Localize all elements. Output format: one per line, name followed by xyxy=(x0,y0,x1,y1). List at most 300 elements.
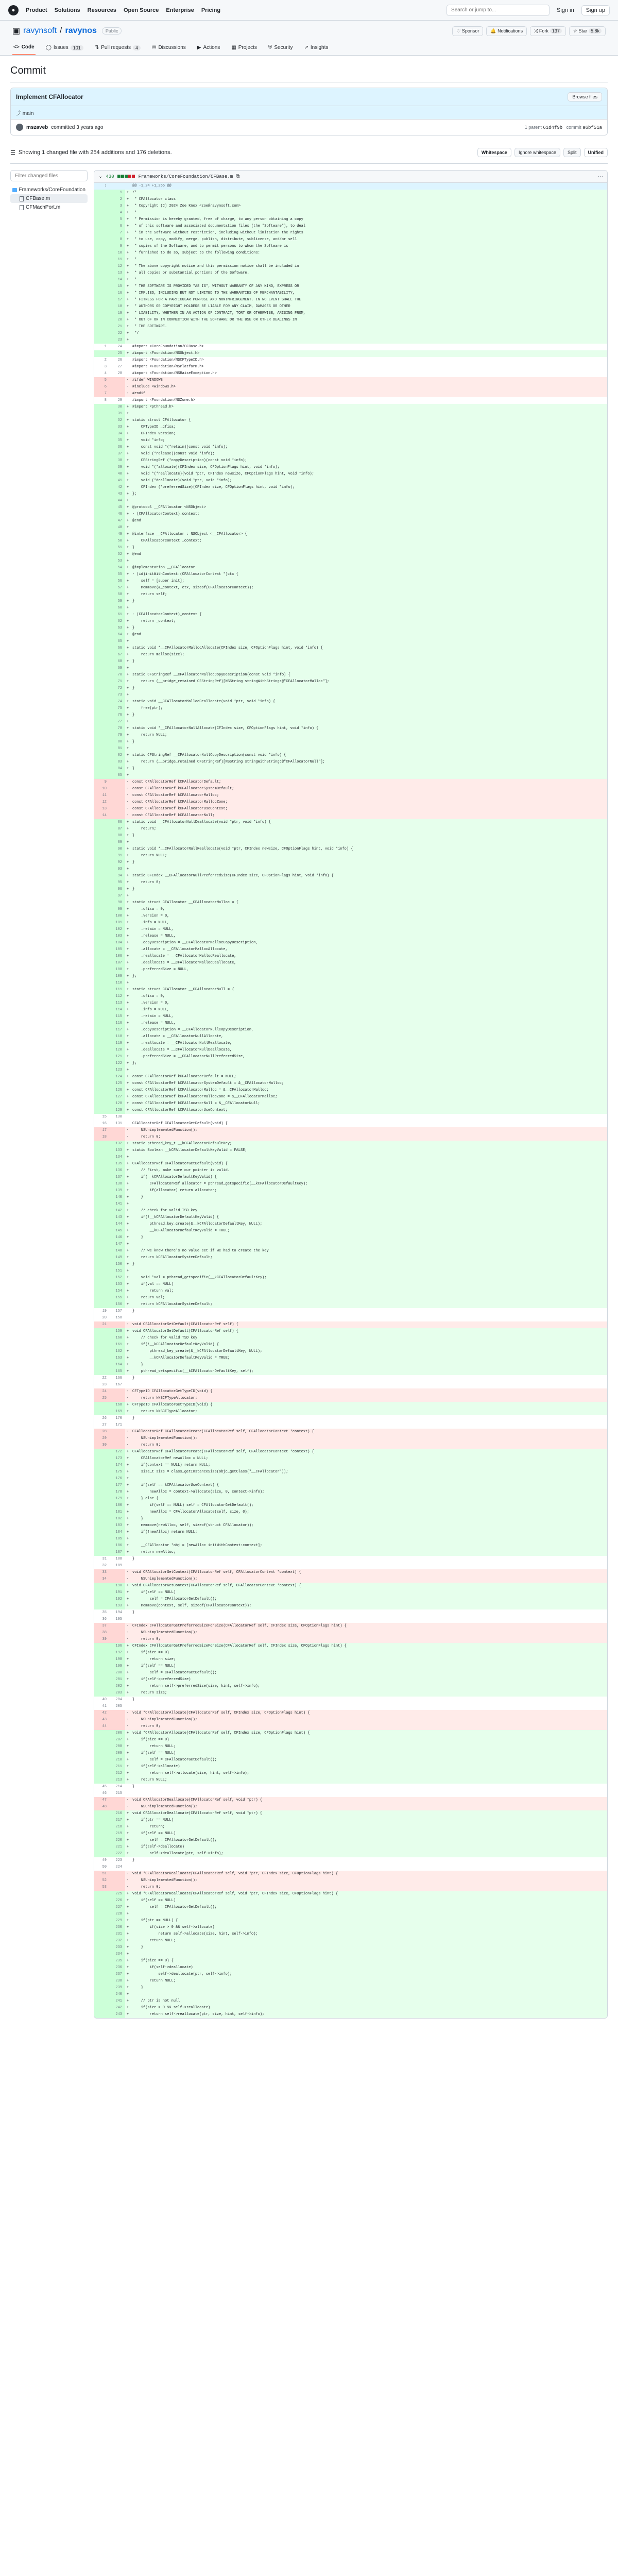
old-line-number[interactable]: 1 xyxy=(94,344,110,350)
old-line-number[interactable] xyxy=(94,879,110,886)
old-line-number[interactable] xyxy=(94,1837,110,1844)
old-line-number[interactable]: 53 xyxy=(94,1884,110,1891)
old-line-number[interactable] xyxy=(94,1469,110,1476)
old-line-number[interactable] xyxy=(94,759,110,766)
new-line-number[interactable]: 172 xyxy=(110,1449,125,1455)
old-line-number[interactable] xyxy=(94,1040,110,1047)
old-line-number[interactable] xyxy=(94,1824,110,1831)
new-line-number[interactable]: 24 xyxy=(110,344,125,350)
old-line-number[interactable] xyxy=(94,766,110,772)
old-line-number[interactable] xyxy=(94,732,110,739)
new-line-number[interactable]: 60 xyxy=(110,605,125,612)
old-line-number[interactable] xyxy=(94,330,110,337)
new-line-number[interactable]: 101 xyxy=(110,920,125,926)
old-line-number[interactable] xyxy=(94,551,110,558)
nav-pricing[interactable]: Pricing xyxy=(201,7,221,13)
new-line-number[interactable]: 237 xyxy=(110,1971,125,1978)
old-line-number[interactable] xyxy=(94,719,110,725)
nav-product[interactable]: Product xyxy=(26,7,47,13)
new-line-number[interactable]: 40 xyxy=(110,471,125,478)
new-line-number[interactable]: 48 xyxy=(110,524,125,531)
new-line-number[interactable]: 94 xyxy=(110,873,125,879)
old-line-number[interactable] xyxy=(94,1958,110,1964)
branch-name[interactable]: main xyxy=(22,111,34,116)
old-line-number[interactable] xyxy=(94,1087,110,1094)
new-line-number[interactable]: 236 xyxy=(110,1964,125,1971)
old-line-number[interactable] xyxy=(94,853,110,859)
new-line-number[interactable]: 118 xyxy=(110,1033,125,1040)
old-line-number[interactable] xyxy=(94,1174,110,1181)
old-line-number[interactable] xyxy=(94,230,110,236)
new-line-number[interactable]: 114 xyxy=(110,1007,125,1013)
old-line-number[interactable] xyxy=(94,317,110,324)
old-line-number[interactable] xyxy=(94,1489,110,1496)
new-line-number[interactable]: 57 xyxy=(110,585,125,591)
new-line-number[interactable]: 89 xyxy=(110,839,125,846)
new-line-number[interactable]: 53 xyxy=(110,558,125,565)
new-line-number[interactable]: 47 xyxy=(110,518,125,524)
new-line-number[interactable]: 70 xyxy=(110,672,125,679)
new-line-number[interactable] xyxy=(110,1797,125,1804)
old-line-number[interactable] xyxy=(94,920,110,926)
old-line-number[interactable] xyxy=(94,1455,110,1462)
new-line-number[interactable] xyxy=(110,1717,125,1723)
old-line-number[interactable] xyxy=(94,1020,110,1027)
kebab-menu-icon[interactable]: ··· xyxy=(598,174,603,179)
new-line-number[interactable]: 224 xyxy=(110,1864,125,1871)
old-line-number[interactable] xyxy=(94,578,110,585)
old-line-number[interactable] xyxy=(94,1502,110,1509)
old-line-number[interactable] xyxy=(94,1656,110,1663)
old-line-number[interactable] xyxy=(94,1228,110,1234)
new-line-number[interactable]: 159 xyxy=(110,1328,125,1335)
old-line-number[interactable] xyxy=(94,424,110,431)
old-line-number[interactable] xyxy=(94,598,110,605)
new-line-number[interactable]: 61 xyxy=(110,612,125,618)
old-line-number[interactable]: 11 xyxy=(94,792,110,799)
commit-author[interactable]: mszaveb xyxy=(26,124,48,130)
old-line-number[interactable] xyxy=(94,270,110,277)
new-line-number[interactable]: 127 xyxy=(110,1094,125,1100)
new-line-number[interactable]: 82 xyxy=(110,752,125,759)
new-line-number[interactable]: 108 xyxy=(110,967,125,973)
old-line-number[interactable] xyxy=(94,1529,110,1536)
old-line-number[interactable] xyxy=(94,1596,110,1603)
new-line-number[interactable]: 173 xyxy=(110,1455,125,1462)
new-line-number[interactable]: 167 xyxy=(110,1382,125,1388)
new-line-number[interactable]: 229 xyxy=(110,1918,125,1924)
new-line-number[interactable]: 36 xyxy=(110,444,125,451)
new-line-number[interactable]: 188 xyxy=(110,1556,125,1563)
old-line-number[interactable]: 29 xyxy=(94,1435,110,1442)
old-line-number[interactable] xyxy=(94,1100,110,1107)
hunk-expand-icon[interactable]: ↕ xyxy=(94,183,110,190)
old-line-number[interactable] xyxy=(94,1851,110,1857)
old-line-number[interactable] xyxy=(94,1107,110,1114)
old-line-number[interactable]: 31 xyxy=(94,1556,110,1563)
old-line-number[interactable] xyxy=(94,745,110,752)
new-line-number[interactable]: 7 xyxy=(110,230,125,236)
new-line-number[interactable] xyxy=(110,1134,125,1141)
new-line-number[interactable]: 221 xyxy=(110,1844,125,1851)
new-line-number[interactable]: 189 xyxy=(110,1563,125,1569)
old-line-number[interactable] xyxy=(94,699,110,705)
parent-sha[interactable]: 61d4f9b xyxy=(543,125,563,130)
old-line-number[interactable] xyxy=(94,1221,110,1228)
old-line-number[interactable]: 43 xyxy=(94,1717,110,1723)
new-line-number[interactable] xyxy=(110,1388,125,1395)
new-line-number[interactable] xyxy=(110,1395,125,1402)
old-line-number[interactable]: 10 xyxy=(94,786,110,792)
old-line-number[interactable] xyxy=(94,1663,110,1670)
new-line-number[interactable]: 198 xyxy=(110,1656,125,1663)
new-line-number[interactable]: 29 xyxy=(110,397,125,404)
tab-issues[interactable] xyxy=(45,41,84,55)
new-line-number[interactable]: 180 xyxy=(110,1502,125,1509)
old-line-number[interactable] xyxy=(94,1911,110,1918)
nav-open-source[interactable]: Open Source xyxy=(123,7,159,13)
new-line-number[interactable]: 210 xyxy=(110,1757,125,1764)
new-line-number[interactable]: 25 xyxy=(110,350,125,357)
old-line-number[interactable] xyxy=(94,1154,110,1161)
new-line-number[interactable]: 169 xyxy=(110,1409,125,1415)
tab-actions[interactable] xyxy=(196,41,221,55)
old-line-number[interactable]: 33 xyxy=(94,1569,110,1576)
old-line-number[interactable]: 27 xyxy=(94,1422,110,1429)
old-line-number[interactable]: 35 xyxy=(94,1609,110,1616)
new-line-number[interactable]: 155 xyxy=(110,1295,125,1301)
sign-in-link[interactable]: Sign in xyxy=(557,7,574,13)
new-line-number[interactable]: 31 xyxy=(110,411,125,417)
unified-view-button[interactable]: Unified xyxy=(584,148,608,157)
new-line-number[interactable]: 223 xyxy=(110,1857,125,1864)
old-line-number[interactable] xyxy=(94,1817,110,1824)
repo-owner-link[interactable]: ravynsoft xyxy=(23,26,57,35)
new-line-number[interactable]: 150 xyxy=(110,1261,125,1268)
old-line-number[interactable] xyxy=(94,665,110,672)
old-line-number[interactable] xyxy=(94,993,110,1000)
new-line-number[interactable]: 80 xyxy=(110,739,125,745)
old-line-number[interactable] xyxy=(94,826,110,833)
browse-files-button[interactable]: Browse files xyxy=(568,92,602,101)
old-line-number[interactable]: 32 xyxy=(94,1563,110,1569)
old-line-number[interactable] xyxy=(94,946,110,953)
new-line-number[interactable] xyxy=(110,1623,125,1630)
new-line-number[interactable]: 214 xyxy=(110,1784,125,1790)
new-line-number[interactable]: 228 xyxy=(110,1911,125,1918)
new-line-number[interactable]: 20 xyxy=(110,317,125,324)
old-line-number[interactable] xyxy=(94,1985,110,1991)
old-line-number[interactable] xyxy=(94,1342,110,1348)
new-line-number[interactable]: 168 xyxy=(110,1402,125,1409)
new-line-number[interactable]: 64 xyxy=(110,632,125,638)
new-line-number[interactable]: 117 xyxy=(110,1027,125,1033)
new-line-number[interactable]: 14 xyxy=(110,277,125,283)
new-line-number[interactable]: 182 xyxy=(110,1516,125,1522)
new-line-number[interactable]: 203 xyxy=(110,1690,125,1697)
new-line-number[interactable] xyxy=(110,384,125,391)
new-line-number[interactable]: 65 xyxy=(110,638,125,645)
old-line-number[interactable]: 23 xyxy=(94,1382,110,1388)
new-line-number[interactable]: 166 xyxy=(110,1375,125,1382)
new-line-number[interactable]: 164 xyxy=(110,1362,125,1368)
new-line-number[interactable]: 69 xyxy=(110,665,125,672)
old-line-number[interactable]: 42 xyxy=(94,1710,110,1717)
old-line-number[interactable] xyxy=(94,2005,110,2011)
old-line-number[interactable] xyxy=(94,973,110,980)
old-line-number[interactable] xyxy=(94,223,110,230)
new-line-number[interactable]: 230 xyxy=(110,1924,125,1931)
new-line-number[interactable]: 28 xyxy=(110,370,125,377)
new-line-number[interactable] xyxy=(110,779,125,786)
old-line-number[interactable] xyxy=(94,478,110,484)
old-line-number[interactable] xyxy=(94,1770,110,1777)
old-line-number[interactable] xyxy=(94,565,110,571)
new-line-number[interactable]: 194 xyxy=(110,1609,125,1616)
new-line-number[interactable]: 3 xyxy=(110,203,125,210)
new-line-number[interactable] xyxy=(110,806,125,812)
old-line-number[interactable] xyxy=(94,658,110,665)
new-line-number[interactable]: 242 xyxy=(110,2005,125,2011)
old-line-number[interactable] xyxy=(94,1549,110,1556)
new-line-number[interactable] xyxy=(110,1877,125,1884)
new-line-number[interactable]: 147 xyxy=(110,1241,125,1248)
old-line-number[interactable] xyxy=(94,1516,110,1522)
new-line-number[interactable]: 93 xyxy=(110,866,125,873)
old-line-number[interactable] xyxy=(94,625,110,632)
old-line-number[interactable] xyxy=(94,1810,110,1817)
old-line-number[interactable] xyxy=(94,324,110,330)
old-line-number[interactable] xyxy=(94,1650,110,1656)
new-line-number[interactable]: 161 xyxy=(110,1342,125,1348)
new-line-number[interactable]: 241 xyxy=(110,1998,125,2005)
new-line-number[interactable]: 213 xyxy=(110,1777,125,1784)
old-line-number[interactable] xyxy=(94,839,110,846)
sign-up-button[interactable]: Sign up xyxy=(581,5,610,15)
old-line-number[interactable] xyxy=(94,1248,110,1255)
old-line-number[interactable] xyxy=(94,1328,110,1335)
tab-pull-requests[interactable] xyxy=(94,41,142,55)
old-line-number[interactable]: 22 xyxy=(94,1375,110,1382)
old-line-number[interactable] xyxy=(94,196,110,203)
new-line-number[interactable]: 154 xyxy=(110,1288,125,1295)
old-line-number[interactable] xyxy=(94,1991,110,1998)
new-line-number[interactable]: 46 xyxy=(110,511,125,518)
new-line-number[interactable]: 143 xyxy=(110,1214,125,1221)
new-line-number[interactable]: 227 xyxy=(110,1904,125,1911)
old-line-number[interactable] xyxy=(94,290,110,297)
new-line-number[interactable]: 158 xyxy=(110,1315,125,1321)
old-line-number[interactable] xyxy=(94,846,110,853)
old-line-number[interactable] xyxy=(94,1033,110,1040)
old-line-number[interactable] xyxy=(94,591,110,598)
new-line-number[interactable]: 211 xyxy=(110,1764,125,1770)
new-line-number[interactable]: 174 xyxy=(110,1462,125,1469)
old-line-number[interactable] xyxy=(94,645,110,652)
new-line-number[interactable]: 109 xyxy=(110,973,125,980)
old-line-number[interactable] xyxy=(94,263,110,270)
old-line-number[interactable] xyxy=(94,1643,110,1650)
new-line-number[interactable]: 195 xyxy=(110,1616,125,1623)
new-line-number[interactable] xyxy=(110,1127,125,1134)
old-line-number[interactable] xyxy=(94,283,110,290)
new-line-number[interactable]: 157 xyxy=(110,1308,125,1315)
new-line-number[interactable]: 112 xyxy=(110,993,125,1000)
new-line-number[interactable]: 34 xyxy=(110,431,125,437)
new-line-number[interactable]: 171 xyxy=(110,1422,125,1429)
new-line-number[interactable]: 151 xyxy=(110,1268,125,1275)
avatar[interactable] xyxy=(16,124,23,131)
new-line-number[interactable] xyxy=(110,1636,125,1643)
ignore-whitespace-button[interactable]: Ignore whitespace xyxy=(514,148,560,157)
new-line-number[interactable]: 120 xyxy=(110,1047,125,1054)
old-line-number[interactable] xyxy=(94,404,110,411)
new-line-number[interactable] xyxy=(110,799,125,806)
tab-code[interactable] xyxy=(12,41,36,55)
new-line-number[interactable]: 200 xyxy=(110,1670,125,1676)
new-line-number[interactable]: 207 xyxy=(110,1737,125,1743)
old-line-number[interactable] xyxy=(94,1188,110,1194)
old-line-number[interactable] xyxy=(94,1080,110,1087)
new-line-number[interactable]: 123 xyxy=(110,1067,125,1074)
old-line-number[interactable] xyxy=(94,712,110,719)
old-line-number[interactable] xyxy=(94,417,110,424)
old-line-number[interactable] xyxy=(94,1589,110,1596)
old-line-number[interactable] xyxy=(94,752,110,759)
new-line-number[interactable]: 90 xyxy=(110,846,125,853)
old-line-number[interactable] xyxy=(94,337,110,344)
new-line-number[interactable]: 156 xyxy=(110,1301,125,1308)
new-line-number[interactable]: 206 xyxy=(110,1730,125,1737)
new-line-number[interactable]: 187 xyxy=(110,1549,125,1556)
new-line-number[interactable] xyxy=(110,1723,125,1730)
old-line-number[interactable] xyxy=(94,1777,110,1784)
new-line-number[interactable]: 6 xyxy=(110,223,125,230)
new-line-number[interactable]: 58 xyxy=(110,591,125,598)
new-line-number[interactable]: 17 xyxy=(110,297,125,303)
new-line-number[interactable]: 4 xyxy=(110,210,125,216)
new-line-number[interactable]: 72 xyxy=(110,685,125,692)
new-line-number[interactable]: 178 xyxy=(110,1489,125,1496)
file-tree-toggle-icon[interactable]: ☰ xyxy=(10,149,15,156)
old-line-number[interactable] xyxy=(94,1409,110,1415)
new-line-number[interactable]: 75 xyxy=(110,705,125,712)
old-line-number[interactable] xyxy=(94,632,110,638)
new-line-number[interactable]: 115 xyxy=(110,1013,125,1020)
old-line-number[interactable]: 2 xyxy=(94,357,110,364)
new-line-number[interactable]: 220 xyxy=(110,1837,125,1844)
new-line-number[interactable]: 184 xyxy=(110,1529,125,1536)
new-line-number[interactable]: 135 xyxy=(110,1161,125,1167)
old-line-number[interactable] xyxy=(94,1074,110,1080)
new-line-number[interactable]: 26 xyxy=(110,357,125,364)
old-line-number[interactable] xyxy=(94,1964,110,1971)
old-line-number[interactable]: 8 xyxy=(94,397,110,404)
old-line-number[interactable] xyxy=(94,953,110,960)
new-line-number[interactable]: 175 xyxy=(110,1469,125,1476)
old-line-number[interactable]: 51 xyxy=(94,1871,110,1877)
old-line-number[interactable] xyxy=(94,310,110,317)
old-line-number[interactable] xyxy=(94,739,110,745)
old-line-number[interactable]: 6 xyxy=(94,384,110,391)
new-line-number[interactable]: 39 xyxy=(110,464,125,471)
old-line-number[interactable] xyxy=(94,1201,110,1208)
new-line-number[interactable]: 85 xyxy=(110,772,125,779)
new-line-number[interactable]: 141 xyxy=(110,1201,125,1208)
old-line-number[interactable] xyxy=(94,1268,110,1275)
old-line-number[interactable] xyxy=(94,444,110,451)
new-line-number[interactable]: 132 xyxy=(110,1141,125,1147)
new-line-number[interactable]: 111 xyxy=(110,987,125,993)
new-line-number[interactable]: 78 xyxy=(110,725,125,732)
old-line-number[interactable]: 49 xyxy=(94,1857,110,1864)
old-line-number[interactable] xyxy=(94,692,110,699)
new-line-number[interactable]: 102 xyxy=(110,926,125,933)
old-line-number[interactable] xyxy=(94,873,110,879)
old-line-number[interactable] xyxy=(94,1509,110,1516)
new-line-number[interactable]: 56 xyxy=(110,578,125,585)
old-line-number[interactable] xyxy=(94,518,110,524)
old-line-number[interactable] xyxy=(94,1161,110,1167)
new-line-number[interactable]: 32 xyxy=(110,417,125,424)
old-line-number[interactable] xyxy=(94,571,110,578)
old-line-number[interactable] xyxy=(94,886,110,893)
new-line-number[interactable]: 181 xyxy=(110,1509,125,1516)
new-line-number[interactable]: 19 xyxy=(110,310,125,317)
old-line-number[interactable] xyxy=(94,1730,110,1737)
new-line-number[interactable]: 73 xyxy=(110,692,125,699)
old-line-number[interactable]: 39 xyxy=(94,1636,110,1643)
old-line-number[interactable] xyxy=(94,987,110,993)
new-line-number[interactable]: 205 xyxy=(110,1703,125,1710)
new-line-number[interactable]: 215 xyxy=(110,1790,125,1797)
new-line-number[interactable]: 37 xyxy=(110,451,125,457)
old-line-number[interactable] xyxy=(94,913,110,920)
old-line-number[interactable] xyxy=(94,893,110,900)
new-line-number[interactable]: 186 xyxy=(110,1543,125,1549)
old-line-number[interactable] xyxy=(94,1167,110,1174)
tree-file-cfbase[interactable] xyxy=(10,194,88,203)
new-line-number[interactable]: 128 xyxy=(110,1100,125,1107)
new-line-number[interactable] xyxy=(110,1321,125,1328)
old-line-number[interactable]: 15 xyxy=(94,1114,110,1121)
new-line-number[interactable]: 50 xyxy=(110,538,125,545)
old-line-number[interactable] xyxy=(94,1194,110,1201)
new-line-number[interactable]: 91 xyxy=(110,853,125,859)
new-line-number[interactable]: 22 xyxy=(110,330,125,337)
github-logo-icon[interactable]: ● xyxy=(8,5,19,15)
new-line-number[interactable]: 134 xyxy=(110,1154,125,1161)
new-line-number[interactable]: 193 xyxy=(110,1603,125,1609)
old-line-number[interactable] xyxy=(94,940,110,946)
old-line-number[interactable]: 4 xyxy=(94,370,110,377)
new-line-number[interactable]: 45 xyxy=(110,504,125,511)
nav-enterprise[interactable]: Enterprise xyxy=(166,7,194,13)
new-line-number[interactable]: 196 xyxy=(110,1643,125,1650)
nav-solutions[interactable]: Solutions xyxy=(54,7,80,13)
new-line-number[interactable]: 163 xyxy=(110,1355,125,1362)
old-line-number[interactable] xyxy=(94,1998,110,2005)
old-line-number[interactable]: 13 xyxy=(94,806,110,812)
new-line-number[interactable]: 136 xyxy=(110,1167,125,1174)
old-line-number[interactable] xyxy=(94,1000,110,1007)
new-line-number[interactable]: 86 xyxy=(110,819,125,826)
old-line-number[interactable]: 16 xyxy=(94,1121,110,1127)
new-line-number[interactable] xyxy=(110,1884,125,1891)
old-line-number[interactable] xyxy=(94,1951,110,1958)
old-line-number[interactable] xyxy=(94,498,110,504)
old-line-number[interactable] xyxy=(94,538,110,545)
